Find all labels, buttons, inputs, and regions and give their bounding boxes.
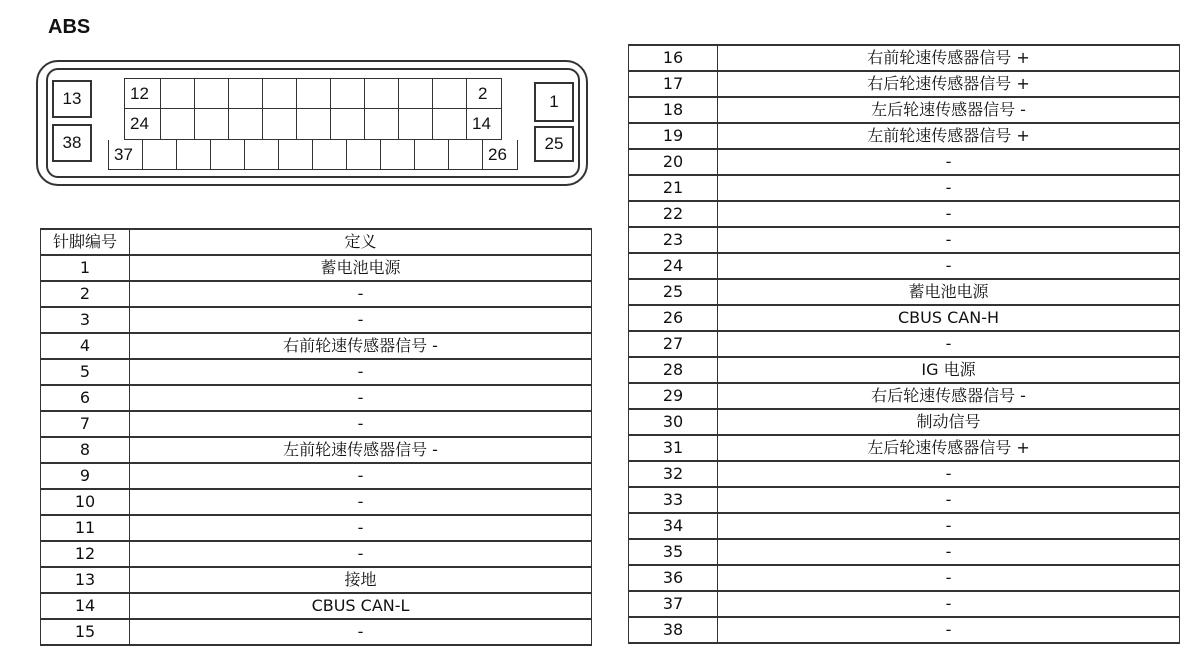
pin-definition-cell: - [718, 253, 1180, 279]
pin-definition-cell: CBUS CAN-H [718, 305, 1180, 331]
pin-number-cell: 15 [41, 619, 130, 645]
pin-definition-cell: 蓄电池电源 [718, 279, 1180, 305]
pin-number-cell: 33 [629, 487, 718, 513]
pin-cell-divider [482, 140, 483, 170]
pin-definition-cell: 左后轮速传感器信号 - [718, 97, 1180, 123]
pin-definition-cell: - [718, 149, 1180, 175]
pin-cell-divider [346, 140, 347, 170]
pin-label-2: 2 [478, 84, 488, 103]
pin-grid-bottom-row [108, 140, 518, 170]
pin-label-24: 24 [130, 114, 149, 133]
table-row [629, 487, 1180, 513]
pin-definition-cell: - [130, 463, 592, 489]
table-row [629, 71, 1180, 97]
pin-number-cell: 2 [41, 281, 130, 307]
pin-definition-cell: - [718, 175, 1180, 201]
pin-38-box: 38 [52, 124, 92, 162]
pin-definition-cell: - [718, 565, 1180, 591]
table-row [41, 515, 592, 541]
pin-number-cell: 27 [629, 331, 718, 357]
pin-cell-divider [414, 140, 415, 170]
pin-cell-divider [466, 78, 467, 140]
pin-number-cell: 13 [41, 567, 130, 593]
pin-definition-cell: - [130, 281, 592, 307]
pin-number-cell: 6 [41, 385, 130, 411]
pin-cell-divider [262, 78, 263, 140]
pin-number-cell: 10 [41, 489, 130, 515]
pin-label-26: 26 [488, 145, 507, 164]
pin-label-14: 14 [472, 114, 491, 133]
table-row [41, 619, 592, 645]
pin-1-box: 1 [534, 82, 574, 122]
pin-cell-divider [380, 140, 381, 170]
table-row [41, 437, 592, 463]
pin-cell-divider [228, 78, 229, 140]
pin-definition-cell: - [718, 331, 1180, 357]
pin-definition-cell: - [130, 541, 592, 567]
pin-definition-cell: - [718, 227, 1180, 253]
pin-definition-cell: 蓄电池电源 [130, 255, 592, 281]
pin-25-box: 25 [534, 126, 574, 162]
pin-number-cell: 8 [41, 437, 130, 463]
table-row [41, 567, 592, 593]
table-row [629, 253, 1180, 279]
table-row [629, 97, 1180, 123]
pin-cell-divider [278, 140, 279, 170]
table-row [629, 461, 1180, 487]
table-row [629, 383, 1180, 409]
pin-number-cell: 19 [629, 123, 718, 149]
pin-cell-divider [330, 78, 331, 140]
pin-definition-cell: - [718, 461, 1180, 487]
pin-definition-cell: - [718, 201, 1180, 227]
pin-number-cell: 32 [629, 461, 718, 487]
pin-number-cell: 38 [629, 617, 718, 643]
table-row [41, 281, 592, 307]
pin-number-cell: 22 [629, 201, 718, 227]
pin-grid-row-divider [124, 108, 502, 109]
header-pin-number: 针脚编号 [41, 229, 130, 255]
table-row [629, 305, 1180, 331]
pin-number-cell: 4 [41, 333, 130, 359]
pin-definition-cell: 右前轮速传感器信号 + [718, 45, 1180, 71]
pin-definition-cell: - [130, 619, 592, 645]
table-row [41, 541, 592, 567]
pin-definition-cell: IG 电源 [718, 357, 1180, 383]
pin-number-cell: 30 [629, 409, 718, 435]
pin-cell-divider [432, 78, 433, 140]
table-row [629, 279, 1180, 305]
pin-cell-divider [312, 140, 313, 170]
pin-cell-divider [142, 140, 143, 170]
pin-number-cell: 26 [629, 305, 718, 331]
pin-cell-divider [244, 140, 245, 170]
table-row [629, 149, 1180, 175]
pin-cell-divider [364, 78, 365, 140]
table-row [41, 359, 592, 385]
table-row [629, 409, 1180, 435]
pin-definition-table-right [628, 44, 1180, 644]
pin-definition-cell: - [130, 359, 592, 385]
pin-definition-table-left [40, 228, 592, 646]
pin-number-cell: 25 [629, 279, 718, 305]
pin-definition-cell: - [130, 411, 592, 437]
pin-definition-cell: 左前轮速传感器信号 + [718, 123, 1180, 149]
pin-number-cell: 21 [629, 175, 718, 201]
table-row [629, 617, 1180, 643]
pin-definition-cell: 接地 [130, 567, 592, 593]
pin-cell-divider [448, 140, 449, 170]
pin-definition-cell: - [718, 513, 1180, 539]
pin-cell-divider [176, 140, 177, 170]
pin-number-cell: 31 [629, 435, 718, 461]
pin-definition-cell: - [718, 591, 1180, 617]
pin-number-cell: 12 [41, 541, 130, 567]
table-row [629, 45, 1180, 71]
table-row [629, 435, 1180, 461]
pin-definition-cell: 右前轮速传感器信号 - [130, 333, 592, 359]
table-row [41, 593, 592, 619]
pin-number-cell: 37 [629, 591, 718, 617]
pin-number-cell: 20 [629, 149, 718, 175]
table-row [629, 357, 1180, 383]
pin-13-box: 13 [52, 80, 92, 118]
pin-number-cell: 16 [629, 45, 718, 71]
pin-cell-divider [398, 78, 399, 140]
pin-number-cell: 24 [629, 253, 718, 279]
table-row [41, 333, 592, 359]
pin-number-cell: 5 [41, 359, 130, 385]
pin-definition-cell: - [130, 307, 592, 333]
table-row [629, 513, 1180, 539]
table-row [629, 331, 1180, 357]
pin-number-cell: 11 [41, 515, 130, 541]
pin-definition-cell: CBUS CAN-L [130, 593, 592, 619]
pin-definition-cell: 左后轮速传感器信号 + [718, 435, 1180, 461]
pin-number-cell: 7 [41, 411, 130, 437]
pin-definition-cell: 右后轮速传感器信号 - [718, 383, 1180, 409]
table-row [41, 385, 592, 411]
pin-grid [124, 78, 502, 140]
table-row [629, 227, 1180, 253]
pin-number-cell: 28 [629, 357, 718, 383]
table-row [41, 307, 592, 333]
table-header-row [41, 229, 592, 255]
pin-number-cell: 14 [41, 593, 130, 619]
pin-number-cell: 35 [629, 539, 718, 565]
pin-label-37: 37 [114, 145, 133, 164]
pin-number-cell: 23 [629, 227, 718, 253]
header-definition: 定义 [130, 229, 592, 255]
pin-definition-cell: 制动信号 [718, 409, 1180, 435]
table-row [629, 591, 1180, 617]
table-row [629, 539, 1180, 565]
table-row [41, 255, 592, 281]
pin-number-cell: 18 [629, 97, 718, 123]
pin-definition-cell: 左前轮速传感器信号 - [130, 437, 592, 463]
pin-cell-divider [194, 78, 195, 140]
table-row [629, 201, 1180, 227]
table-row [629, 565, 1180, 591]
table-row [629, 175, 1180, 201]
pin-definition-cell: - [130, 385, 592, 411]
table-row [629, 123, 1180, 149]
pin-number-cell: 34 [629, 513, 718, 539]
pin-number-cell: 36 [629, 565, 718, 591]
pin-number-cell: 17 [629, 71, 718, 97]
pin-definition-cell: - [718, 617, 1180, 643]
table-row [41, 411, 592, 437]
pin-number-cell: 29 [629, 383, 718, 409]
pin-definition-cell: - [130, 515, 592, 541]
table-row [41, 463, 592, 489]
pin-number-cell: 9 [41, 463, 130, 489]
pin-cell-divider [296, 78, 297, 140]
page-title: ABS [48, 16, 91, 38]
pin-definition-cell: 右后轮速传感器信号 + [718, 71, 1180, 97]
pin-label-12: 12 [130, 84, 149, 103]
pin-definition-cell: - [718, 539, 1180, 565]
pin-number-cell: 3 [41, 307, 130, 333]
table-row [41, 489, 592, 515]
pin-number-cell: 1 [41, 255, 130, 281]
pin-definition-cell: - [718, 487, 1180, 513]
pin-cell-divider [160, 78, 161, 140]
pin-cell-divider [210, 140, 211, 170]
pin-definition-cell: - [130, 489, 592, 515]
